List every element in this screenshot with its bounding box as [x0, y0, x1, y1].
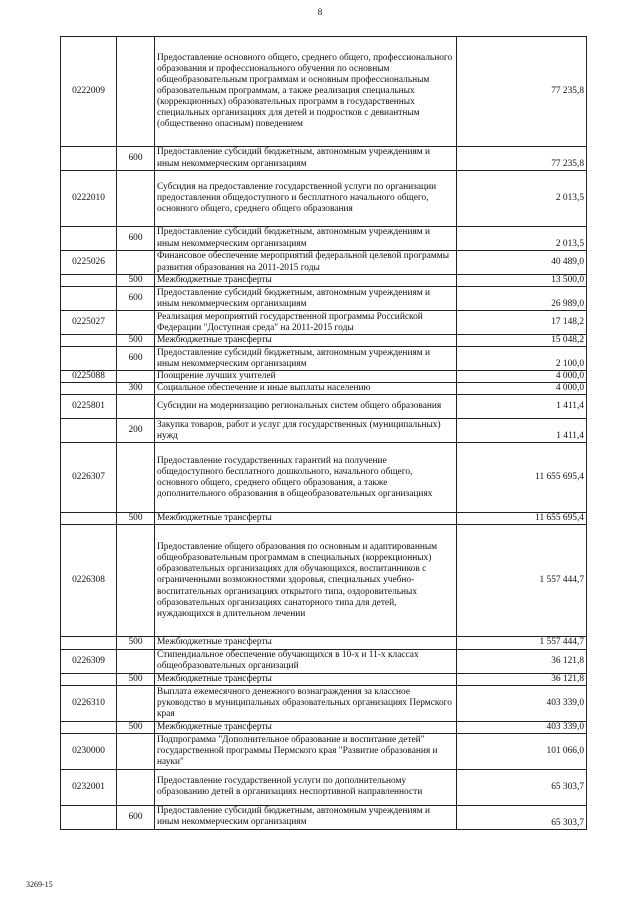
- row-code: [61, 637, 117, 649]
- table-row: [61, 443, 587, 513]
- row-sum: 1 557 444,7: [457, 525, 587, 637]
- row-expense-type: 600: [117, 227, 155, 251]
- table-row: [61, 347, 587, 371]
- row-name: Предоставление субсидий бюджетным, автономным учреждениям и иным некоммерческим организациям: [155, 287, 457, 311]
- row-name: Выплата ежемесячного денежного вознаграждения за классное руководство в муниципальных образовательных организациях Пермского края: [155, 685, 457, 721]
- row-code: [61, 673, 117, 685]
- row-code: [61, 227, 117, 251]
- row-name: Закупка товаров, работ и услуг для государственных (муниципальных) нужд: [155, 419, 457, 443]
- page-number: 8: [317, 7, 323, 17]
- row-name: Межбюджетные трансферты: [155, 275, 457, 287]
- table-row: [61, 287, 587, 311]
- row-expense-type: 500: [117, 721, 155, 733]
- row-sum: 65 303,7: [457, 805, 587, 829]
- row-expense-type: [117, 371, 155, 383]
- row-sum: 403 339,0: [457, 685, 587, 721]
- row-expense-type: 600: [117, 287, 155, 311]
- row-sum: 36 121,8: [457, 673, 587, 685]
- row-name: Межбюджетные трансферты: [155, 335, 457, 347]
- budget-table: [60, 36, 587, 830]
- table-row: [61, 227, 587, 251]
- row-sum: 15 048,2: [457, 335, 587, 347]
- row-expense-type: 500: [117, 335, 155, 347]
- table-row: [61, 335, 587, 347]
- row-expense-type: [117, 251, 155, 275]
- table-row: [61, 251, 587, 275]
- row-code: [61, 419, 117, 443]
- row-code: [61, 383, 117, 395]
- row-code: 0226308: [61, 525, 117, 637]
- table-row: [61, 637, 587, 649]
- row-sum: 77 235,8: [457, 147, 587, 171]
- table-row: [61, 673, 587, 685]
- row-expense-type: [117, 769, 155, 805]
- row-name: Предоставление субсидий бюджетным, автономным учреждениям и иным некоммерческим организациям: [155, 227, 457, 251]
- budget-table-body: [61, 37, 587, 830]
- row-name: Предоставление государственной услуги по дополнительному образованию детей в организациях неспортивной направленности: [155, 769, 457, 805]
- row-expense-type: [117, 443, 155, 513]
- row-sum: 11 655 695,4: [457, 443, 587, 513]
- row-code: 0226307: [61, 443, 117, 513]
- row-code: 0226310: [61, 685, 117, 721]
- table-row: [61, 721, 587, 733]
- table-row: [61, 371, 587, 383]
- row-code: 0222009: [61, 37, 117, 147]
- row-sum: 17 148,2: [457, 311, 587, 335]
- table-row: [61, 769, 587, 805]
- row-expense-type: [117, 311, 155, 335]
- row-expense-type: 600: [117, 347, 155, 371]
- row-code: 0222010: [61, 171, 117, 227]
- row-code: 0230000: [61, 733, 117, 769]
- row-code: 0225027: [61, 311, 117, 335]
- row-sum: 36 121,8: [457, 649, 587, 673]
- table-row: [61, 37, 587, 147]
- row-code: [61, 147, 117, 171]
- row-expense-type: [117, 37, 155, 147]
- row-name: Финансовое обеспечение мероприятий федеральной целевой программы развития образования на 2011-2015 годы: [155, 251, 457, 275]
- row-expense-type: 600: [117, 805, 155, 829]
- row-name: Подпрограмма "Дополнительное образование и воспитание детей" государственной программы Пермского края "Развитие образования и науки": [155, 733, 457, 769]
- row-name: Межбюджетные трансферты: [155, 673, 457, 685]
- row-code: 0225088: [61, 371, 117, 383]
- table-row: [61, 649, 587, 673]
- row-name: Предоставление субсидий бюджетным, автономным учреждениям и иным некоммерческим организациям: [155, 347, 457, 371]
- row-sum: 65 303,7: [457, 769, 587, 805]
- table-row: [61, 733, 587, 769]
- row-name: Стипендиальное обеспечение обучающихся в 10-х и 11-х классах общеобразовательных организаций: [155, 649, 457, 673]
- row-code: [61, 275, 117, 287]
- row-code: [61, 805, 117, 829]
- row-name: Реализация мероприятий государственной программы Российской Федерации "Доступная среда" на 2011-2015 годы: [155, 311, 457, 335]
- row-expense-type: 500: [117, 673, 155, 685]
- row-code: 0225801: [61, 395, 117, 419]
- row-sum: 2 100,0: [457, 347, 587, 371]
- row-sum: 11 655 695,4: [457, 513, 587, 525]
- table-row: [61, 419, 587, 443]
- row-sum: 1 557 444,7: [457, 637, 587, 649]
- table-row: [61, 395, 587, 419]
- row-sum: 1 411,4: [457, 419, 587, 443]
- table-row: [61, 275, 587, 287]
- row-sum: 2 013,5: [457, 227, 587, 251]
- row-sum: 13 500,0: [457, 275, 587, 287]
- row-expense-type: [117, 649, 155, 673]
- row-sum: 403 339,0: [457, 721, 587, 733]
- row-code: [61, 513, 117, 525]
- row-code: 0232001: [61, 769, 117, 805]
- row-expense-type: 200: [117, 419, 155, 443]
- row-code: [61, 721, 117, 733]
- row-expense-type: 300: [117, 383, 155, 395]
- row-code: 0225026: [61, 251, 117, 275]
- row-name: Социальное обеспечение и иные выплаты населению: [155, 383, 457, 395]
- row-code: [61, 347, 117, 371]
- row-expense-type: 600: [117, 147, 155, 171]
- row-name: Предоставление основного общего, среднего общего, профессионального образования и профессионального обучения по основным общеобразовательным программам и основным профессиональным образовательным программам, а также реализация специальных (коррекционных) образовательных программ в государственных специальных организациях для детей и подростков с девиантным (общественно опасным) поведением: [155, 37, 457, 147]
- row-name: Поощрение лучших учителей: [155, 371, 457, 383]
- row-expense-type: [117, 733, 155, 769]
- table-row: [61, 805, 587, 829]
- row-name: Межбюджетные трансферты: [155, 637, 457, 649]
- row-sum: 4 000,0: [457, 383, 587, 395]
- row-name: Предоставление государственных гарантий на получение общедоступного бесплатного дошкольного, начального общего, основного общего, среднего общего образования, а также дополнительного образования в общеобразовательных организациях: [155, 443, 457, 513]
- row-name: Предоставление общего образования по основным и адаптированным общеобразовательным программам в специальных (коррекционных) образовательных организациях для обучающихся, воспитанников с ограниченными возможностями здоровья, специальных учебно-воспитательных организациях открытого типа, оздоровительных образовательных организациях санаторного типа для детей, нуждающихся в длительном лечении: [155, 525, 457, 637]
- document-code: 3269-15: [26, 880, 53, 889]
- row-name: Предоставление субсидий бюджетным, автономным учреждениям и иным некоммерческим организациям: [155, 147, 457, 171]
- row-sum: 77 235,8: [457, 37, 587, 147]
- row-expense-type: 500: [117, 513, 155, 525]
- table-row: [61, 525, 587, 637]
- row-code: 0226309: [61, 649, 117, 673]
- row-expense-type: 500: [117, 637, 155, 649]
- row-name: Субсидия на предоставление государственной услуги по организации предоставления общедоступного и бесплатного начального общего, основного общего, среднего общего образования: [155, 171, 457, 227]
- row-name: Предоставление субсидий бюджетным, автономным учреждениям и иным некоммерческим организациям: [155, 805, 457, 829]
- row-expense-type: [117, 171, 155, 227]
- row-sum: 2 013,5: [457, 171, 587, 227]
- row-code: [61, 335, 117, 347]
- table-row: [61, 513, 587, 525]
- row-sum: 1 411,4: [457, 395, 587, 419]
- row-expense-type: [117, 525, 155, 637]
- table-row: [61, 147, 587, 171]
- row-sum: 4 000,0: [457, 371, 587, 383]
- row-sum: 101 066,0: [457, 733, 587, 769]
- row-code: [61, 287, 117, 311]
- table-row: [61, 685, 587, 721]
- row-sum: 26 989,0: [457, 287, 587, 311]
- row-expense-type: [117, 685, 155, 721]
- table-row: [61, 311, 587, 335]
- row-sum: 40 489,0: [457, 251, 587, 275]
- row-expense-type: [117, 395, 155, 419]
- table-row: [61, 383, 587, 395]
- row-name: Межбюджетные трансферты: [155, 721, 457, 733]
- table-row: [61, 171, 587, 227]
- row-name: Субсидии на модернизацию региональных систем общего образования: [155, 395, 457, 419]
- row-name: Межбюджетные трансферты: [155, 513, 457, 525]
- row-expense-type: 500: [117, 275, 155, 287]
